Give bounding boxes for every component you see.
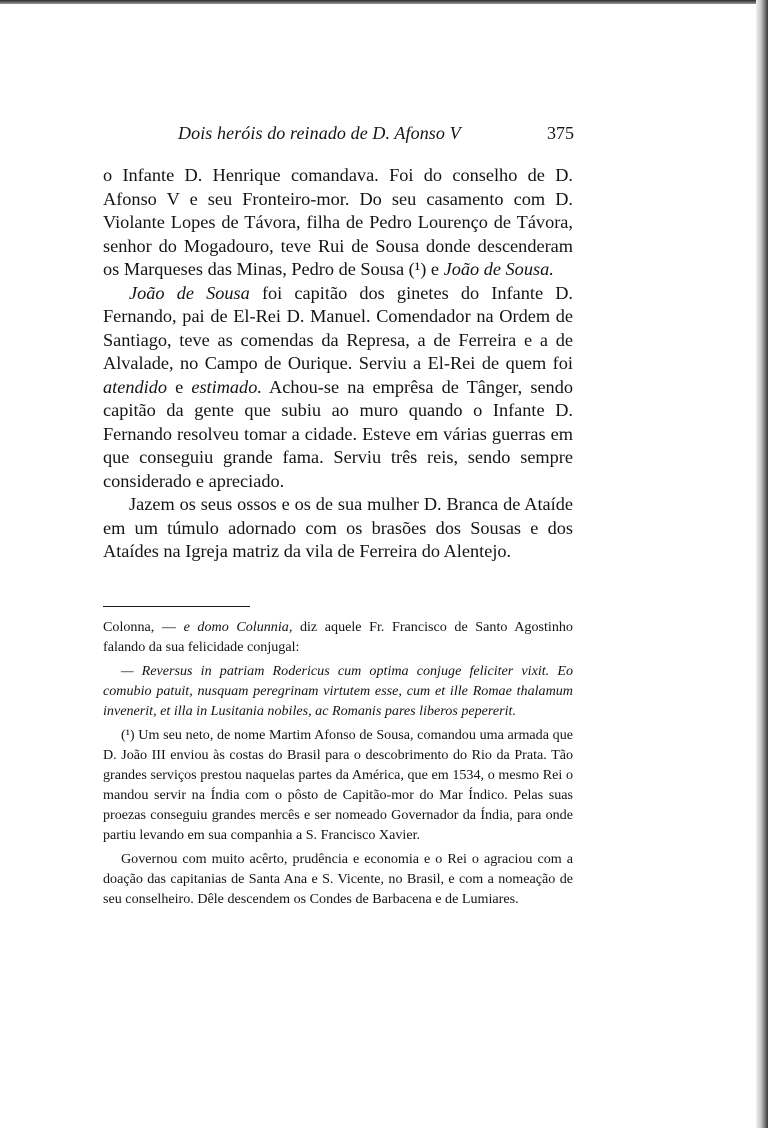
footnote-1-continued: Governou com muito acêrto, prudência e economia e o Rei o agraciou com a doação das capitanias de Santa Ana e S. Vicente, no Brasil, e com a nomeação de seu conselheiro. Dêle descendem os Condes de Barbacena e de Lumiares.	[103, 851, 573, 907]
paragraph-2-text-c: Achou-se na emprêsa de Tânger, sendo capitão da gente que subiu ao muro quando o Infante D. Fernando resolveu tomar a cidade. Esteve em várias guerras em que conseguiu grande fama. Serviu três reis, sendo sempre considerado e apreciado.	[103, 376, 573, 491]
footnotes	[103, 617, 573, 909]
footnote-separator	[103, 606, 250, 607]
latin-quotation: — Reversus in patriam Rodericus cum optima conjuge feliciter vixit. Eo comubio patuit, nusquam peregrinam virtutem esse, cum et ille Romae thalamum invenerit, et illa in Lusitania nobiles, ac Romanis pares liberos pepererit.	[103, 663, 573, 719]
running-title: Dois heróis do reinado de D. Afonso V	[178, 123, 461, 143]
footnote-continuation-a: Colonna, —	[103, 619, 184, 635]
footnote-1-text: Um seu neto, de nome Martim Afonso de Sousa, comandou uma armada que D. João III enviou às costas do Brasil para o descobrimento do Rio da Prata. Tão grandes serviços prestou naquelas partes da América, que em 1534, o mesmo Rei o mandou servir na Índia com o pôsto de Capitão-mor do Mar Índico. Pelas suas proezas conseguiu grandes mercês e ser nomeado Governador da Índia, para onde partiu levando em sua companhia a S. Francisco Xavier.	[103, 727, 573, 843]
footnote-1-mark: (¹)	[121, 727, 135, 743]
paragraph-2-emphasis-2: estimado.	[191, 376, 262, 397]
main-text	[103, 164, 573, 564]
footnote-1	[103, 725, 573, 845]
page-top-edge	[0, 0, 768, 4]
page-number: 375	[547, 123, 574, 143]
paragraph-2-emphasis-1: atendido	[103, 376, 167, 397]
paragraph-2-text-b: e	[166, 376, 192, 397]
running-header	[178, 123, 574, 153]
page-right-edge	[756, 0, 768, 1128]
paragraph-2-text-a: foi capitão dos ginetes do Infante D. Fernando, pai de El-Rei D. Manuel. Comendador na Ordem de Santiago, teve as comendas da Represa, a de Ferreira e a de Alvalade, no Campo de Ourique. Serviu a El-Rei de quem foi	[103, 282, 574, 373]
paragraph-3: Jazem os seus ossos e os de sua mulher D. Branca de Ataíde em um túmulo adornado com os brasões dos Sousas e dos Ataídes na Igreja matriz da vila de Ferreira do Alentejo.	[103, 494, 573, 561]
paragraph-2	[103, 282, 573, 494]
paragraph-1-text: o Infante D. Henrique comandava. Foi do conselho de D. Afonso V e seu Fronteiro-mor. Do seu casamento com D. Violante Lopes de Távora, filha de Pedro Lourenço de Távora, senhor do Mogadouro, teve Rui de Sousa donde descenderam os Marqueses das Minas, Pedro de Sousa	[103, 165, 573, 279]
footnote-reference: (¹)	[408, 259, 427, 279]
footnote-continuation	[103, 617, 573, 657]
paragraph-2-name: João de Sousa	[129, 282, 250, 303]
paragraph-1-conjunction: e	[426, 259, 444, 279]
footnote-continuation-b: diz aquele Fr. Francisco de Santo Agostinho falando da sua felicidade conjugal:	[103, 619, 573, 655]
footnote-continuation-em: e domo Colunnia,	[183, 619, 293, 635]
paragraph-1	[103, 164, 573, 282]
paragraph-1-name: João de Sousa.	[443, 259, 554, 279]
